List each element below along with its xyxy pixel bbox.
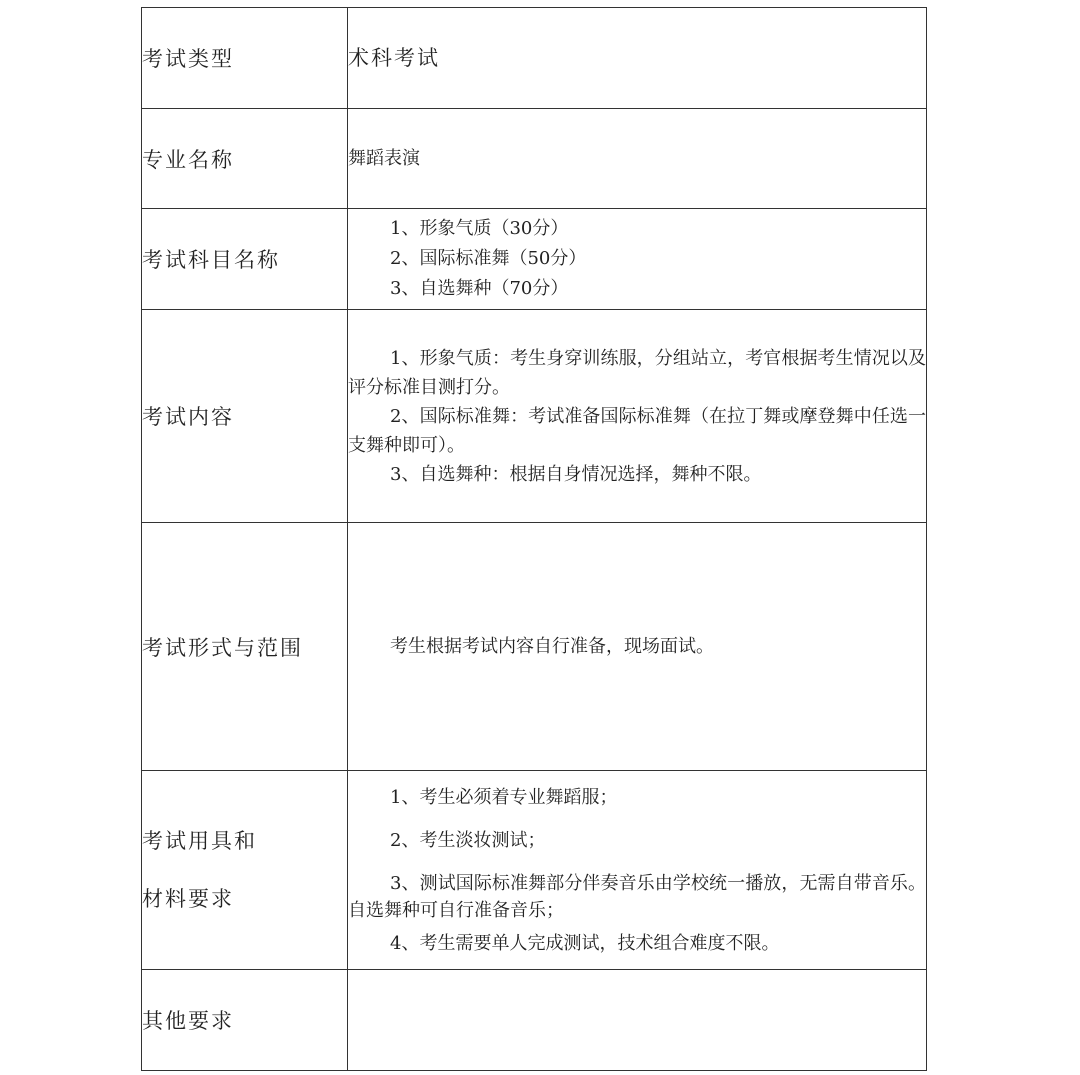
row-label-exam-type: 考试类型 (142, 8, 348, 109)
label-line: 考试用具和 (142, 829, 257, 853)
row-label-exam-content: 考试内容 (142, 310, 348, 523)
row-value-exam-format (348, 523, 927, 771)
row-value-major-name: 舞蹈表演 (348, 109, 927, 209)
exam-info-table (141, 7, 927, 1071)
list-item: 1、考生必须着专业舞蹈服； (390, 786, 618, 808)
exam-format-text: 考生根据考试内容自行准备，现场面试。 (390, 635, 714, 657)
table-row (142, 310, 927, 523)
table-row (142, 109, 927, 209)
row-value-subject-names (348, 209, 927, 310)
row-value-exam-content (348, 310, 927, 523)
row-label-other-requirements: 其他要求 (142, 970, 348, 1071)
list-item: 1、形象气质：考生身穿训练服，分组站立，考官根据考生情况以及评分标准目测打分。 (348, 347, 926, 398)
row-label-exam-format: 考试形式与范围 (142, 523, 348, 771)
list-item: 1、形象气质（30分） (390, 218, 569, 239)
table-row (142, 209, 927, 310)
list-item: 2、国际标准舞：考试准备国际标准舞（在拉丁舞或摩登舞中任选一支舞种即可）。 (348, 405, 926, 456)
list-item: 3、测试国际标准舞部分伴奏音乐由学校统一播放，无需自带音乐。自选舞种可自行准备音乐； (348, 872, 926, 921)
table-row (142, 771, 927, 970)
table-row (142, 523, 927, 771)
list-item: 3、自选舞种：根据自身情况选择，舞种不限。 (390, 463, 762, 485)
list-item: 2、国际标准舞（50分） (390, 248, 587, 269)
table-row (142, 970, 927, 1071)
row-label-major-name: 专业名称 (142, 109, 348, 209)
list-item: 4、考生需要单人完成测试，技术组合难度不限。 (390, 932, 780, 954)
list-item: 3、自选舞种（70分） (390, 278, 569, 299)
row-label-subject-names: 考试科目名称 (142, 209, 348, 310)
list-item: 2、考生淡妆测试； (390, 829, 546, 851)
row-label-materials (142, 771, 348, 970)
row-value-other-requirements (348, 970, 927, 1071)
row-value-exam-type: 术科考试 (348, 8, 927, 109)
label-line: 材料要求 (142, 887, 234, 911)
table-row (142, 8, 927, 109)
row-value-materials (348, 771, 927, 970)
